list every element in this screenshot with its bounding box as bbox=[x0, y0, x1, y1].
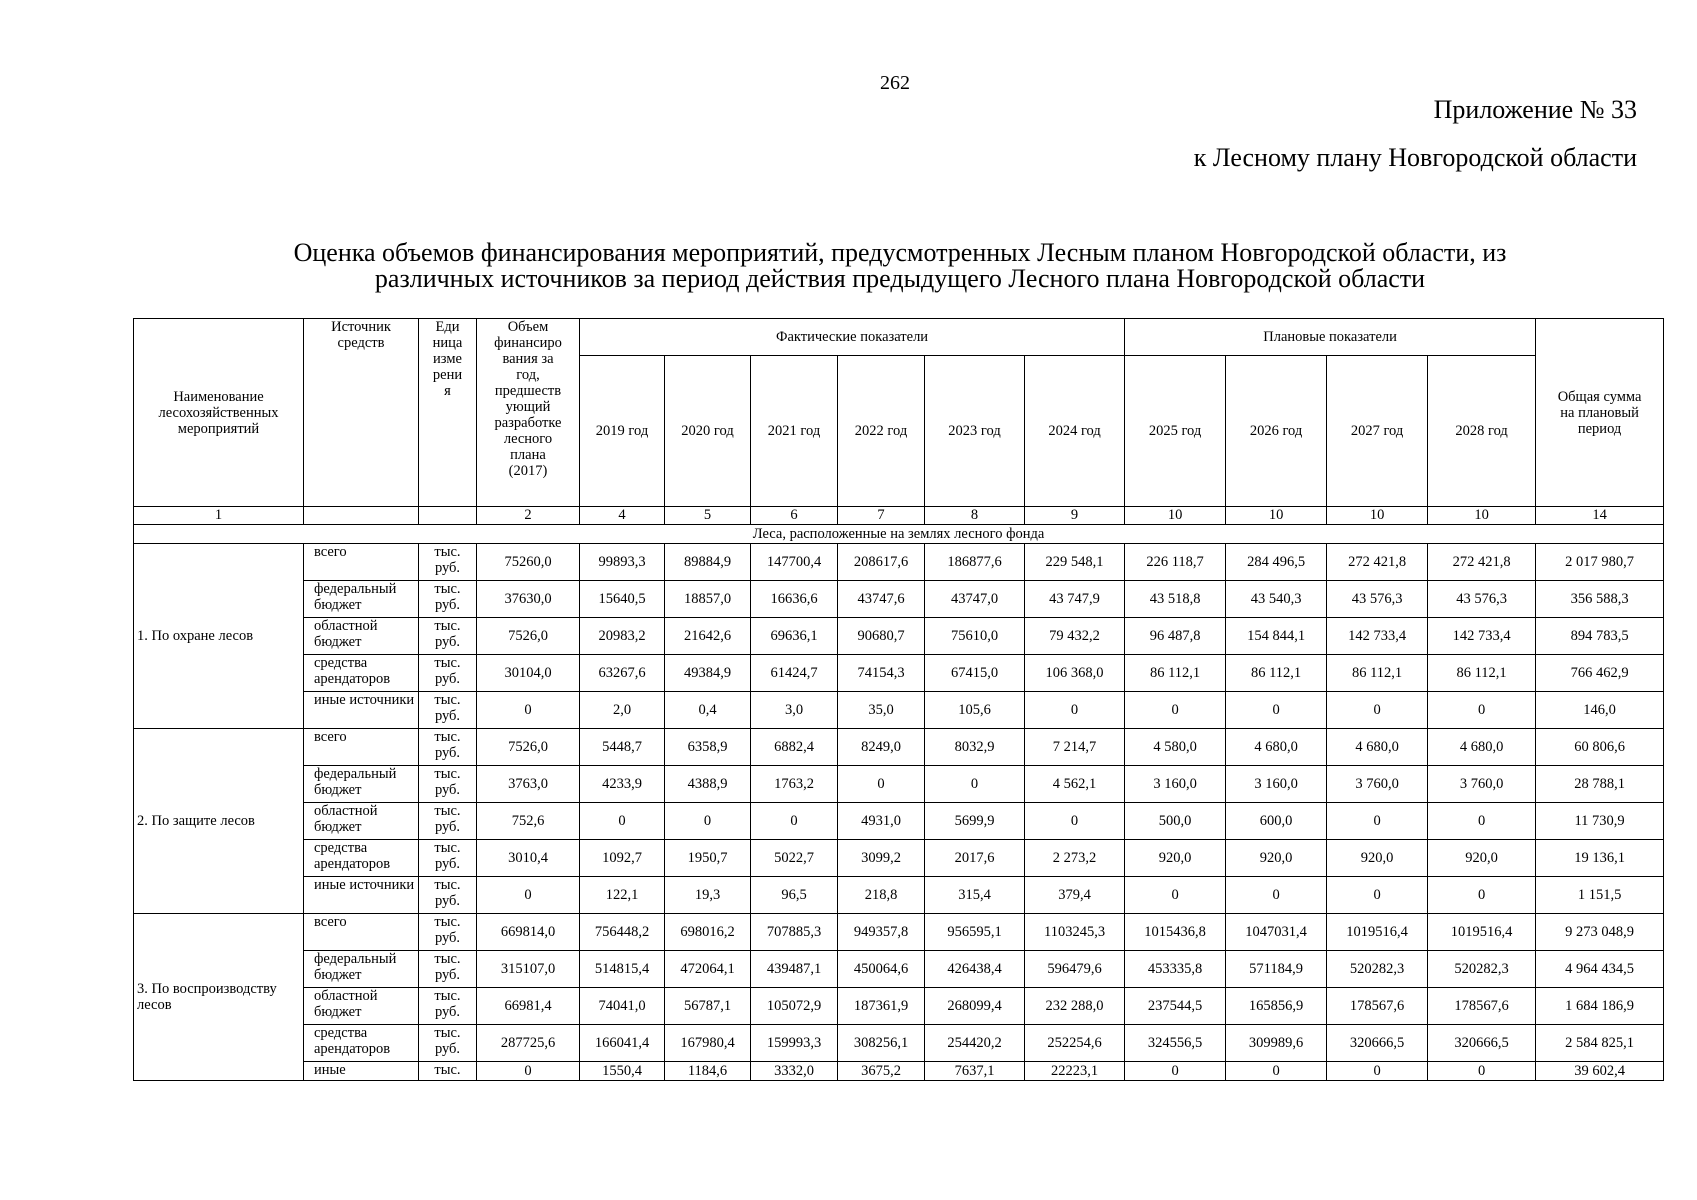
value-cell: 0 bbox=[477, 1062, 580, 1081]
value-cell: 75610,0 bbox=[925, 618, 1025, 655]
column-number bbox=[419, 507, 477, 525]
header-year: 2027 год bbox=[1327, 356, 1428, 507]
value-cell: 3763,0 bbox=[477, 766, 580, 803]
header-year: 2023 год bbox=[925, 356, 1025, 507]
value-cell: 6358,9 bbox=[665, 729, 751, 766]
table-row bbox=[134, 840, 1664, 877]
value-cell: 218,8 bbox=[838, 877, 925, 914]
value-cell: 22223,1 bbox=[1025, 1062, 1125, 1081]
value-cell: 956595,1 bbox=[925, 914, 1025, 951]
value-cell: 320666,5 bbox=[1428, 1025, 1536, 1062]
funding-source: всего bbox=[304, 729, 419, 766]
value-cell: 86 112,1 bbox=[1327, 655, 1428, 692]
value-cell: 920,0 bbox=[1226, 840, 1327, 877]
unit-cell: тыс. руб. bbox=[419, 655, 477, 692]
value-cell: 7637,1 bbox=[925, 1062, 1025, 1081]
unit-cell: тыс. руб. bbox=[419, 544, 477, 581]
document-title bbox=[140, 240, 1660, 292]
value-cell: 4388,9 bbox=[665, 766, 751, 803]
value-cell: 1550,4 bbox=[580, 1062, 665, 1081]
value-cell: 268099,4 bbox=[925, 988, 1025, 1025]
total-cell: 9 273 048,9 bbox=[1536, 914, 1664, 951]
value-cell: 426438,4 bbox=[925, 951, 1025, 988]
value-cell: 315107,0 bbox=[477, 951, 580, 988]
value-cell: 67415,0 bbox=[925, 655, 1025, 692]
value-cell: 571184,9 bbox=[1226, 951, 1327, 988]
unit-cell: тыс. руб. bbox=[419, 766, 477, 803]
unit-cell: тыс. руб. bbox=[419, 1025, 477, 1062]
value-cell: 159993,3 bbox=[751, 1025, 838, 1062]
value-cell: 324556,5 bbox=[1125, 1025, 1226, 1062]
value-cell: 5448,7 bbox=[580, 729, 665, 766]
total-cell: 356 588,3 bbox=[1536, 581, 1664, 618]
funding-source: иные источники bbox=[304, 692, 419, 729]
header-planned: Плановые показатели bbox=[1125, 319, 1536, 356]
value-cell: 439487,1 bbox=[751, 951, 838, 988]
value-cell: 1103245,3 bbox=[1025, 914, 1125, 951]
value-cell: 4931,0 bbox=[838, 803, 925, 840]
value-cell: 272 421,8 bbox=[1428, 544, 1536, 581]
value-cell: 66981,4 bbox=[477, 988, 580, 1025]
value-cell: 86 112,1 bbox=[1428, 655, 1536, 692]
value-cell: 0 bbox=[1428, 692, 1536, 729]
header-row-top bbox=[134, 319, 1664, 356]
value-cell: 49384,9 bbox=[665, 655, 751, 692]
column-number: 2 bbox=[477, 507, 580, 525]
value-cell: 43747,0 bbox=[925, 581, 1025, 618]
value-cell: 3 760,0 bbox=[1428, 766, 1536, 803]
value-cell: 2017,6 bbox=[925, 840, 1025, 877]
header-volume: Объем финансиро вания за год, предшеств ующий разработке лесного плана (2017) bbox=[477, 319, 580, 507]
value-cell: 0 bbox=[1327, 803, 1428, 840]
value-cell: 7526,0 bbox=[477, 729, 580, 766]
total-cell: 894 783,5 bbox=[1536, 618, 1664, 655]
value-cell: 165856,9 bbox=[1226, 988, 1327, 1025]
unit-cell: тыс. руб. bbox=[419, 914, 477, 951]
table-row bbox=[134, 618, 1664, 655]
table-row bbox=[134, 951, 1664, 988]
value-cell: 4 680,0 bbox=[1327, 729, 1428, 766]
value-cell: 707885,3 bbox=[751, 914, 838, 951]
value-cell: 96,5 bbox=[751, 877, 838, 914]
column-number: 5 bbox=[665, 507, 751, 525]
value-cell: 74041,0 bbox=[580, 988, 665, 1025]
value-cell: 596479,6 bbox=[1025, 951, 1125, 988]
value-cell: 154 844,1 bbox=[1226, 618, 1327, 655]
value-cell: 3 160,0 bbox=[1226, 766, 1327, 803]
value-cell: 0 bbox=[1327, 692, 1428, 729]
value-cell: 75260,0 bbox=[477, 544, 580, 581]
unit-cell: тыс. руб. bbox=[419, 951, 477, 988]
funding-source: федеральный бюджет bbox=[304, 581, 419, 618]
funding-source: федеральный бюджет bbox=[304, 951, 419, 988]
value-cell: 86 112,1 bbox=[1226, 655, 1327, 692]
total-cell: 4 964 434,5 bbox=[1536, 951, 1664, 988]
value-cell: 453335,8 bbox=[1125, 951, 1226, 988]
column-number: 9 bbox=[1025, 507, 1125, 525]
page-number: 262 bbox=[880, 72, 910, 94]
document-title-line-1: Оценка объемов финансирования мероприятий, предусмотренных Лесным планом Новгородской области, из bbox=[293, 238, 1507, 267]
value-cell: 229 548,1 bbox=[1025, 544, 1125, 581]
document-title-line-2: различных источников за период действия предыдущего Лесного плана Новгородской области bbox=[374, 264, 1426, 293]
value-cell: 254420,2 bbox=[925, 1025, 1025, 1062]
value-cell: 96 487,8 bbox=[1125, 618, 1226, 655]
appendix-reference: к Лесному плану Новгородской области bbox=[1193, 143, 1637, 172]
value-cell: 920,0 bbox=[1327, 840, 1428, 877]
value-cell: 30104,0 bbox=[477, 655, 580, 692]
header-year: 2028 год bbox=[1428, 356, 1536, 507]
value-cell: 4 562,1 bbox=[1025, 766, 1125, 803]
value-cell: 5699,9 bbox=[925, 803, 1025, 840]
value-cell: 8249,0 bbox=[838, 729, 925, 766]
value-cell: 272 421,8 bbox=[1327, 544, 1428, 581]
header-year: 2019 год bbox=[580, 356, 665, 507]
column-number: 10 bbox=[1226, 507, 1327, 525]
value-cell: 1763,2 bbox=[751, 766, 838, 803]
funding-source: средства арендаторов bbox=[304, 1025, 419, 1062]
value-cell: 6882,4 bbox=[751, 729, 838, 766]
header-year: 2026 год bbox=[1226, 356, 1327, 507]
section-title: Леса, расположенные на землях лесного фонда bbox=[134, 525, 1664, 544]
value-cell: 1047031,4 bbox=[1226, 914, 1327, 951]
value-cell: 178567,6 bbox=[1428, 988, 1536, 1025]
header-year: 2021 год bbox=[751, 356, 838, 507]
table-row bbox=[134, 729, 1664, 766]
value-cell: 600,0 bbox=[1226, 803, 1327, 840]
table-row bbox=[134, 544, 1664, 581]
value-cell: 106 368,0 bbox=[1025, 655, 1125, 692]
table-row bbox=[134, 988, 1664, 1025]
value-cell: 287725,6 bbox=[477, 1025, 580, 1062]
unit-cell: тыс. руб. bbox=[419, 581, 477, 618]
value-cell: 186877,6 bbox=[925, 544, 1025, 581]
value-cell: 308256,1 bbox=[838, 1025, 925, 1062]
value-cell: 3099,2 bbox=[838, 840, 925, 877]
value-cell: 69636,1 bbox=[751, 618, 838, 655]
value-cell: 0 bbox=[1125, 877, 1226, 914]
value-cell: 122,1 bbox=[580, 877, 665, 914]
value-cell: 187361,9 bbox=[838, 988, 925, 1025]
value-cell: 450064,6 bbox=[838, 951, 925, 988]
value-cell: 2 273,2 bbox=[1025, 840, 1125, 877]
funding-source: всего bbox=[304, 544, 419, 581]
activity-name: 1. По охране лесов bbox=[134, 544, 304, 729]
value-cell: 3010,4 bbox=[477, 840, 580, 877]
value-cell: 756448,2 bbox=[580, 914, 665, 951]
total-cell: 146,0 bbox=[1536, 692, 1664, 729]
value-cell: 520282,3 bbox=[1428, 951, 1536, 988]
value-cell: 320666,5 bbox=[1327, 1025, 1428, 1062]
unit-cell: тыс. руб. bbox=[419, 729, 477, 766]
column-number: 10 bbox=[1125, 507, 1226, 525]
header-year: 2020 год bbox=[665, 356, 751, 507]
value-cell: 63267,6 bbox=[580, 655, 665, 692]
value-cell: 1950,7 bbox=[665, 840, 751, 877]
value-cell: 379,4 bbox=[1025, 877, 1125, 914]
value-cell: 0 bbox=[477, 692, 580, 729]
financing-table-body bbox=[134, 319, 1664, 1081]
value-cell: 0 bbox=[1428, 803, 1536, 840]
value-cell: 0 bbox=[1025, 803, 1125, 840]
funding-source: иные bbox=[304, 1062, 419, 1081]
column-number bbox=[304, 507, 419, 525]
total-cell: 60 806,6 bbox=[1536, 729, 1664, 766]
value-cell: 86 112,1 bbox=[1125, 655, 1226, 692]
value-cell: 178567,6 bbox=[1327, 988, 1428, 1025]
value-cell: 920,0 bbox=[1125, 840, 1226, 877]
value-cell: 1019516,4 bbox=[1327, 914, 1428, 951]
value-cell: 35,0 bbox=[838, 692, 925, 729]
unit-cell: тыс. руб. bbox=[419, 692, 477, 729]
column-number: 1 bbox=[134, 507, 304, 525]
value-cell: 1092,7 bbox=[580, 840, 665, 877]
column-number: 10 bbox=[1428, 507, 1536, 525]
value-cell: 37630,0 bbox=[477, 581, 580, 618]
table-row bbox=[134, 1062, 1664, 1081]
total-cell: 19 136,1 bbox=[1536, 840, 1664, 877]
value-cell: 15640,5 bbox=[580, 581, 665, 618]
value-cell: 43 576,3 bbox=[1327, 581, 1428, 618]
value-cell: 43 540,3 bbox=[1226, 581, 1327, 618]
total-cell: 39 602,4 bbox=[1536, 1062, 1664, 1081]
value-cell: 105072,9 bbox=[751, 988, 838, 1025]
value-cell: 79 432,2 bbox=[1025, 618, 1125, 655]
table-row bbox=[134, 692, 1664, 729]
value-cell: 3,0 bbox=[751, 692, 838, 729]
value-cell: 3 760,0 bbox=[1327, 766, 1428, 803]
value-cell: 920,0 bbox=[1428, 840, 1536, 877]
funding-source: областной бюджет bbox=[304, 803, 419, 840]
value-cell: 1015436,8 bbox=[1125, 914, 1226, 951]
value-cell: 232 288,0 bbox=[1025, 988, 1125, 1025]
total-cell: 1 684 186,9 bbox=[1536, 988, 1664, 1025]
value-cell: 2,0 bbox=[580, 692, 665, 729]
header-year: 2022 год bbox=[838, 356, 925, 507]
value-cell: 698016,2 bbox=[665, 914, 751, 951]
unit-cell: тыс. руб. bbox=[419, 803, 477, 840]
column-numbers-row bbox=[134, 507, 1664, 525]
value-cell: 56787,1 bbox=[665, 988, 751, 1025]
unit-cell: тыс. руб. bbox=[419, 877, 477, 914]
value-cell: 142 733,4 bbox=[1327, 618, 1428, 655]
value-cell: 0 bbox=[1226, 1062, 1327, 1081]
value-cell: 0 bbox=[751, 803, 838, 840]
value-cell: 514815,4 bbox=[580, 951, 665, 988]
column-number: 14 bbox=[1536, 507, 1664, 525]
column-number: 4 bbox=[580, 507, 665, 525]
value-cell: 949357,8 bbox=[838, 914, 925, 951]
column-number: 7 bbox=[838, 507, 925, 525]
funding-source: средства арендаторов bbox=[304, 655, 419, 692]
value-cell: 0 bbox=[925, 766, 1025, 803]
value-cell: 99893,3 bbox=[580, 544, 665, 581]
value-cell: 0 bbox=[838, 766, 925, 803]
value-cell: 0 bbox=[1125, 1062, 1226, 1081]
value-cell: 43 518,8 bbox=[1125, 581, 1226, 618]
value-cell: 237544,5 bbox=[1125, 988, 1226, 1025]
funding-source: средства арендаторов bbox=[304, 840, 419, 877]
funding-source: областной бюджет bbox=[304, 618, 419, 655]
value-cell: 0 bbox=[1226, 692, 1327, 729]
unit-cell: тыс. руб. bbox=[419, 618, 477, 655]
value-cell: 252254,6 bbox=[1025, 1025, 1125, 1062]
table-row bbox=[134, 877, 1664, 914]
value-cell: 5022,7 bbox=[751, 840, 838, 877]
value-cell: 315,4 bbox=[925, 877, 1025, 914]
header-actual: Фактические показатели bbox=[580, 319, 1125, 356]
value-cell: 0 bbox=[665, 803, 751, 840]
value-cell: 3675,2 bbox=[838, 1062, 925, 1081]
header-unit: Еди ница изме рени я bbox=[419, 319, 477, 507]
section-row bbox=[134, 525, 1664, 544]
value-cell: 472064,1 bbox=[665, 951, 751, 988]
value-cell: 0 bbox=[1327, 877, 1428, 914]
value-cell: 0 bbox=[1428, 1062, 1536, 1081]
column-number: 10 bbox=[1327, 507, 1428, 525]
value-cell: 61424,7 bbox=[751, 655, 838, 692]
value-cell: 500,0 bbox=[1125, 803, 1226, 840]
value-cell: 166041,4 bbox=[580, 1025, 665, 1062]
value-cell: 1184,6 bbox=[665, 1062, 751, 1081]
value-cell: 147700,4 bbox=[751, 544, 838, 581]
value-cell: 0,4 bbox=[665, 692, 751, 729]
table-row bbox=[134, 1025, 1664, 1062]
funding-source: областной бюджет bbox=[304, 988, 419, 1025]
value-cell: 43 576,3 bbox=[1428, 581, 1536, 618]
value-cell: 89884,9 bbox=[665, 544, 751, 581]
header-year: 2024 год bbox=[1025, 356, 1125, 507]
appendix-number: Приложение № 33 bbox=[1433, 95, 1637, 124]
value-cell: 167980,4 bbox=[665, 1025, 751, 1062]
value-cell: 43 747,9 bbox=[1025, 581, 1125, 618]
value-cell: 4 680,0 bbox=[1226, 729, 1327, 766]
funding-source: иные источники bbox=[304, 877, 419, 914]
table-row bbox=[134, 766, 1664, 803]
value-cell: 0 bbox=[1226, 877, 1327, 914]
value-cell: 1019516,4 bbox=[1428, 914, 1536, 951]
total-cell: 1 151,5 bbox=[1536, 877, 1664, 914]
table-row bbox=[134, 803, 1664, 840]
value-cell: 0 bbox=[1327, 1062, 1428, 1081]
value-cell: 18857,0 bbox=[665, 581, 751, 618]
value-cell: 226 118,7 bbox=[1125, 544, 1226, 581]
total-cell: 2 584 825,1 bbox=[1536, 1025, 1664, 1062]
unit-cell: тыс. руб. bbox=[419, 840, 477, 877]
financing-table bbox=[133, 318, 1664, 1081]
header-total: Общая сумма на плановый период bbox=[1536, 319, 1664, 507]
value-cell: 20983,2 bbox=[580, 618, 665, 655]
value-cell: 142 733,4 bbox=[1428, 618, 1536, 655]
value-cell: 208617,6 bbox=[838, 544, 925, 581]
value-cell: 19,3 bbox=[665, 877, 751, 914]
header-year: 2025 год bbox=[1125, 356, 1226, 507]
value-cell: 752,6 bbox=[477, 803, 580, 840]
value-cell: 0 bbox=[1125, 692, 1226, 729]
table-row bbox=[134, 655, 1664, 692]
activity-name: 2. По защите лесов bbox=[134, 729, 304, 914]
table-row bbox=[134, 581, 1664, 618]
unit-cell: тыс. руб. bbox=[419, 988, 477, 1025]
value-cell: 309989,6 bbox=[1226, 1025, 1327, 1062]
column-number: 8 bbox=[925, 507, 1025, 525]
unit-cell: тыс. bbox=[419, 1062, 477, 1081]
funding-source: всего bbox=[304, 914, 419, 951]
value-cell: 105,6 bbox=[925, 692, 1025, 729]
column-number: 6 bbox=[751, 507, 838, 525]
value-cell: 4233,9 bbox=[580, 766, 665, 803]
value-cell: 3 160,0 bbox=[1125, 766, 1226, 803]
funding-source: федеральный бюджет bbox=[304, 766, 419, 803]
value-cell: 0 bbox=[580, 803, 665, 840]
header-source: Источник средств bbox=[304, 319, 419, 507]
value-cell: 4 680,0 bbox=[1428, 729, 1536, 766]
table-row bbox=[134, 914, 1664, 951]
value-cell: 16636,6 bbox=[751, 581, 838, 618]
value-cell: 0 bbox=[1428, 877, 1536, 914]
value-cell: 21642,6 bbox=[665, 618, 751, 655]
total-cell: 11 730,9 bbox=[1536, 803, 1664, 840]
value-cell: 43747,6 bbox=[838, 581, 925, 618]
value-cell: 7526,0 bbox=[477, 618, 580, 655]
value-cell: 0 bbox=[1025, 692, 1125, 729]
value-cell: 669814,0 bbox=[477, 914, 580, 951]
value-cell: 520282,3 bbox=[1327, 951, 1428, 988]
activity-name: 3. По воспроизводству лесов bbox=[134, 914, 304, 1081]
header-activity: Наименование лесохозяйственных мероприятий bbox=[134, 319, 304, 507]
total-cell: 2 017 980,7 bbox=[1536, 544, 1664, 581]
value-cell: 284 496,5 bbox=[1226, 544, 1327, 581]
value-cell: 7 214,7 bbox=[1025, 729, 1125, 766]
value-cell: 4 580,0 bbox=[1125, 729, 1226, 766]
total-cell: 28 788,1 bbox=[1536, 766, 1664, 803]
value-cell: 74154,3 bbox=[838, 655, 925, 692]
value-cell: 90680,7 bbox=[838, 618, 925, 655]
value-cell: 3332,0 bbox=[751, 1062, 838, 1081]
total-cell: 766 462,9 bbox=[1536, 655, 1664, 692]
value-cell: 0 bbox=[477, 877, 580, 914]
value-cell: 8032,9 bbox=[925, 729, 1025, 766]
